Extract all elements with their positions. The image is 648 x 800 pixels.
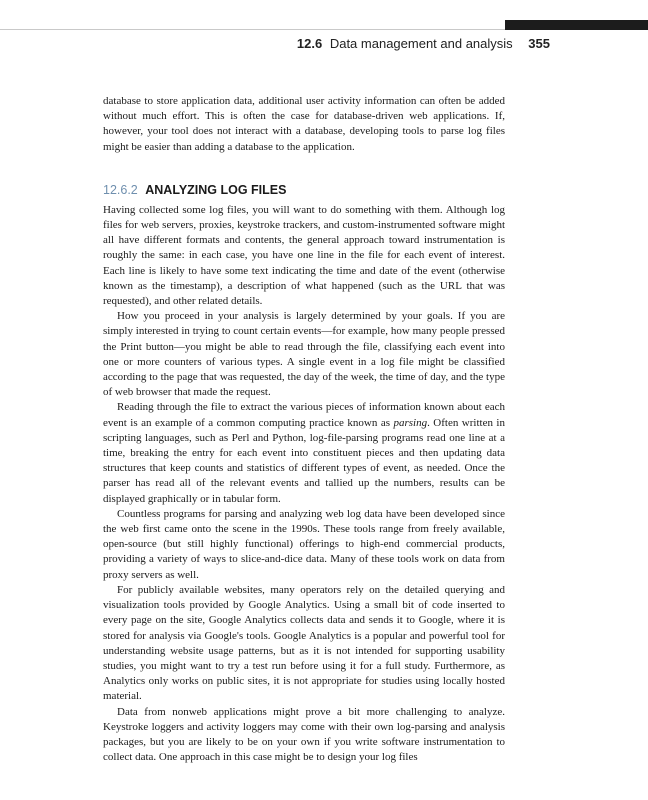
paragraph-3-part-2: . Often written in scripting languages, such as Perl and Python, log-file-parsing programs read one line at a time, breaking the entry for each event into constituent pieces and then updating data structures that keep counts and statistics of different types of event, as needed. Once the parser has read all of the relevant events and tallied up the numbers, results can be displayed graphically or in tabular form.: [103, 416, 505, 505]
intro-paragraph: database to store application data, additional user activity information can often be added without much effort. This is often the case for database-driven web applications. If, however, your tool does not interact with a database, developing tools to parse log files might be easier than adding a database to the application.: [103, 95, 505, 153]
paragraph-3: [103, 400, 505, 506]
section-title: ANALYZING LOG FILES: [145, 182, 287, 197]
running-head: [260, 36, 550, 51]
header-bar: [505, 20, 648, 30]
page-number: 355: [528, 36, 550, 51]
page-body: [103, 94, 505, 765]
paragraph-6: Data from nonweb applications might prove a bit more challenging to analyze. Keystroke loggers and activity loggers may come with their own log-parsing and analysis packages, but you are likely to be on your own if you write software instrumentation to collect data. One approach in this case might be to design your log files: [103, 705, 505, 764]
paragraph-4: Countless programs for parsing and analyzing web log data have been developed since the web first came onto the scene in the 1990s. These tools range from freely available, open-source (but still highly functional) offerings to high-end commercial products, providing a variety of ways to slice-and-dice data. Many of these tools work on data from proxy servers as well.: [103, 507, 505, 581]
paragraph-5: For publicly available websites, many operators rely on the detailed querying and visualization tools provided by Google Analytics. Using a small bit of code inserted to every page on the site, Google Analytics collects data and sends it to Google, where it is stored for analysis via Google's tools. Google Analytics is a popular and powerful tool for understanding website usage patterns, but as it is not intended for supporting usability studies, you might want to try a test run before using it for a full study. Furthermore, as Analytics only works on public sites, it is not appropriate for studies using locally hosted material.: [103, 583, 505, 703]
section-heading: [103, 182, 505, 198]
running-head-section-number: 12.6: [296, 36, 323, 51]
paragraph-1: Having collected some log files, you will want to do something with them. Although log files for web servers, proxies, keystroke trackers, and custom-instrumented software might all have different formats and contents, the general approach toward instrumentation is roughly the same: in each case, you have one line in the file for each event of interest. Each line is likely to have some text indicating the time and date of the event (otherwise known as the timestamp), a description of what happened (such as the URL that was requested), and other related details.: [103, 203, 505, 308]
paragraph-2: How you proceed in your analysis is largely determined by your goals. If you are simply interested in trying to count certain events—for example, how many people pressed the Print button—you might be able to read through the file, classifying each event into one or more counters of various types. A single event in a log file might be classified according to the page that was requested, the day of the week, the time of day, and the type of web browser that made the request.: [103, 310, 505, 399]
section-number: 12.6.2: [103, 182, 138, 197]
parsing-term: parsing: [393, 416, 428, 429]
running-head-section-title: Data management and analysis: [329, 36, 513, 51]
paragraph-3-part-1: Reading through the file to extract the various pieces of information known about each event is an example of a common computing practice known as: [103, 401, 505, 429]
